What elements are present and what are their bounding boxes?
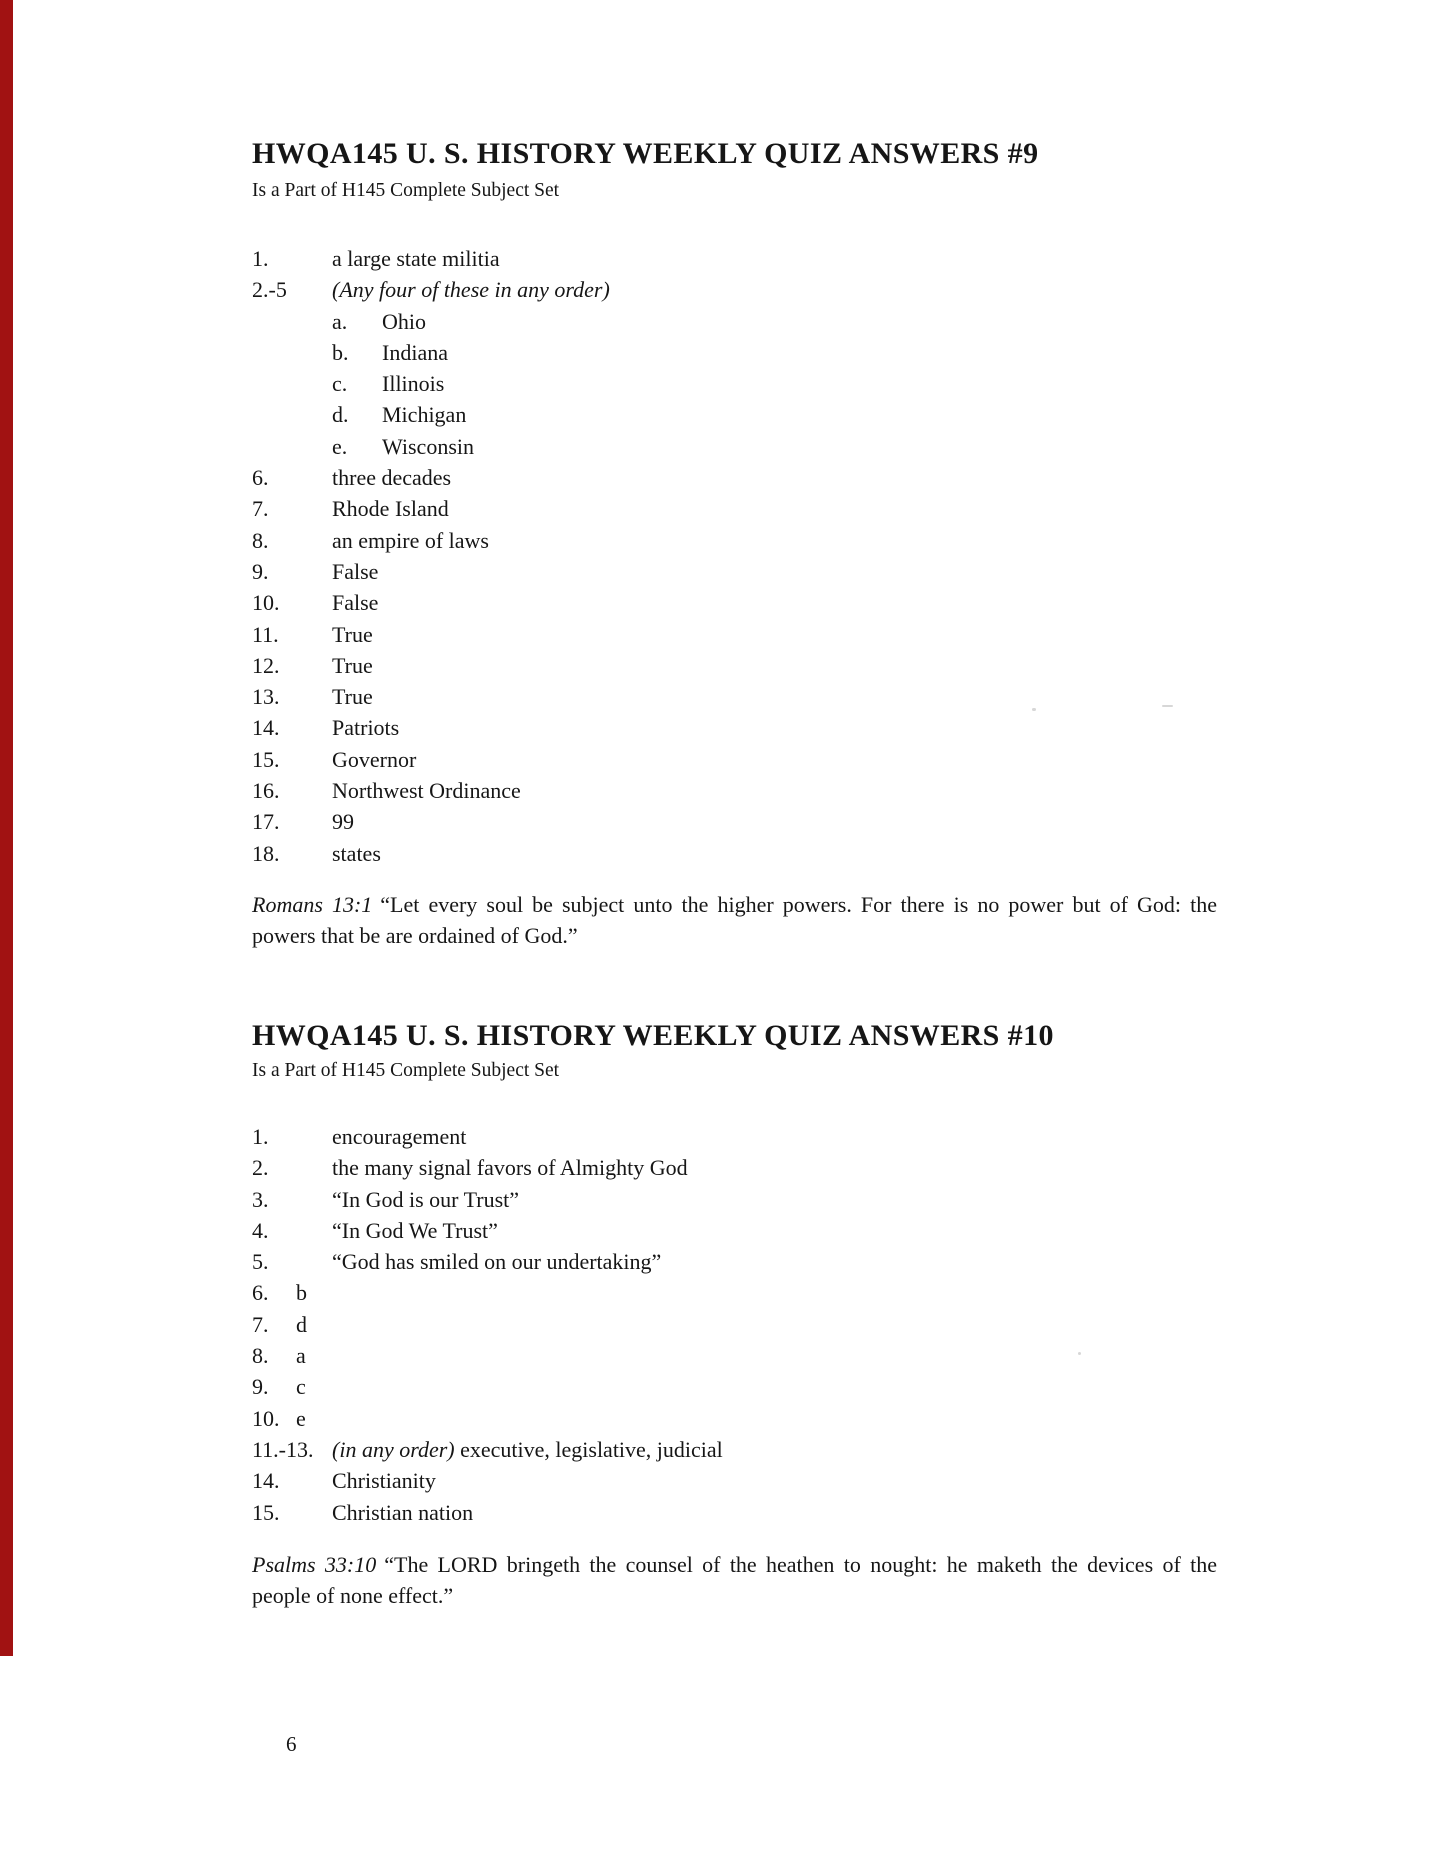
answer-text: Patriots — [332, 715, 400, 741]
answer-number: 5. — [252, 1249, 269, 1275]
answer-letter: c. — [332, 371, 348, 397]
answer-number: 1. — [252, 1124, 269, 1149]
answer-text: Governor — [332, 746, 417, 772]
answer-row — [252, 399, 1217, 430]
answer-text: three decades — [332, 465, 452, 491]
verse-quote: “Let every soul be subject unto the higher powers. For there is no power but of God: the powers that be are ordained of God.” — [252, 892, 1217, 948]
answer-number: 2. — [252, 1155, 269, 1181]
verse-quote: “The LORD bringeth the counsel of the heathen to nought: he maketh the devices of the people of none effect.” — [252, 1552, 1218, 1608]
answer-number: 15. — [252, 1499, 280, 1525]
answer-row — [252, 462, 1217, 493]
answer-number: 11. — [252, 621, 279, 647]
answer-text: True — [332, 684, 373, 710]
answer-number: 7. — [252, 1311, 269, 1337]
answer-number: 14. — [252, 1468, 280, 1494]
answer-letter: e — [296, 1405, 306, 1431]
quiz9-subtitle: Is a Part of H145 Complete Subject Set — [252, 180, 560, 201]
answer-row — [252, 1184, 1217, 1215]
quiz10-answer-list — [252, 1121, 1217, 1528]
quiz10-scripture-verse — [252, 1549, 1217, 1611]
answer-text-rest: executive, legislative, judicial — [460, 1436, 723, 1462]
answer-row — [252, 243, 1217, 274]
answer-row — [252, 1246, 1217, 1277]
answer-text: (Any four of these in any order) — [332, 277, 610, 303]
quiz10-subtitle: Is a Part of H145 Complete Subject Set — [252, 1060, 560, 1081]
answer-text: Michigan — [382, 402, 467, 428]
answer-row — [252, 1152, 1217, 1183]
answer-text: 99 — [332, 809, 354, 835]
answer-number: 6. — [252, 465, 269, 491]
quiz10-title: HWQA145 U. S. HISTORY WEEKLY QUIZ ANSWERS #10 — [252, 1019, 1054, 1052]
answer-letter: a. — [332, 308, 348, 334]
answer-text: an empire of laws — [332, 527, 489, 553]
answer-row — [252, 1340, 1217, 1371]
answer-row — [252, 1215, 1217, 1246]
answer-row — [252, 274, 1217, 305]
answer-number: 8. — [252, 527, 269, 553]
answer-letter: a — [296, 1343, 306, 1369]
scan-speck — [1032, 708, 1036, 711]
answer-number: 3. — [252, 1186, 269, 1212]
answer-text: False — [332, 558, 379, 584]
page-number: 6 — [286, 1732, 297, 1756]
answer-row — [252, 525, 1217, 556]
answer-row — [252, 619, 1217, 650]
answer-number: 9. — [252, 1374, 269, 1400]
answer-row — [252, 493, 1217, 524]
answer-text: a large state militia — [332, 246, 500, 271]
answer-number: 1. — [252, 246, 269, 271]
answer-text: True — [332, 652, 373, 678]
answer-row — [252, 431, 1217, 462]
answer-number: 4. — [252, 1217, 269, 1243]
answer-number: 18. — [252, 840, 280, 866]
answer-text: states — [332, 840, 381, 866]
answer-text: True — [332, 621, 373, 647]
answer-text: Wisconsin — [382, 433, 474, 459]
answer-number: 14. — [252, 715, 280, 741]
verse-reference: Romans 13:1 — [252, 892, 373, 917]
answer-row — [252, 1371, 1217, 1402]
answer-text: Christianity — [332, 1468, 436, 1494]
answer-text: False — [332, 590, 379, 616]
answer-row — [252, 1497, 1217, 1528]
answer-number: 2.-5 — [252, 277, 287, 303]
answer-text: “In God We Trust” — [332, 1217, 498, 1243]
answer-letter: b — [296, 1280, 307, 1306]
answer-row — [252, 368, 1217, 399]
answer-number: 9. — [252, 558, 269, 584]
answer-row — [252, 744, 1217, 775]
quiz9-title: HWQA145 U. S. HISTORY WEEKLY QUIZ ANSWERS #9 — [252, 137, 1039, 170]
answer-row — [252, 587, 1217, 618]
answer-row — [252, 712, 1217, 743]
answer-row — [252, 1121, 1217, 1152]
scan-speck — [1078, 1352, 1081, 1355]
answer-letter: c — [296, 1374, 306, 1400]
answer-row — [252, 838, 1217, 869]
quiz9-answer-list — [252, 243, 1217, 869]
answer-row — [252, 1465, 1217, 1496]
answer-note-italic: (in any order) — [332, 1436, 455, 1462]
answer-number: 11.-13. — [252, 1436, 314, 1462]
answer-number: 10. — [252, 1405, 280, 1431]
answer-row — [252, 1309, 1217, 1340]
answer-text: the many signal favors of Almighty God — [332, 1155, 688, 1181]
answer-letter: d — [296, 1311, 307, 1337]
answer-text — [332, 1434, 1217, 1465]
answer-row — [252, 681, 1217, 712]
answer-text: Illinois — [382, 371, 445, 397]
answer-number: 8. — [252, 1343, 269, 1369]
answer-number: 10. — [252, 590, 280, 616]
answer-text: Northwest Ordinance — [332, 778, 521, 804]
answer-row — [252, 337, 1217, 368]
answer-text: Christian nation — [332, 1499, 474, 1525]
answer-row — [252, 1403, 1217, 1434]
answer-letter: e. — [332, 433, 348, 459]
answer-row — [252, 650, 1217, 681]
answer-number: 17. — [252, 809, 280, 835]
answer-row — [252, 1434, 1217, 1465]
answer-text: “God has smiled on our undertaking” — [332, 1249, 662, 1275]
answer-letter: d. — [332, 402, 349, 428]
answer-number: 7. — [252, 496, 269, 522]
answer-row — [252, 806, 1217, 837]
answer-text: Indiana — [382, 339, 448, 365]
answer-number: 13. — [252, 684, 280, 710]
verse-reference: Psalms 33:10 — [252, 1552, 377, 1577]
answer-number: 6. — [252, 1280, 269, 1306]
answer-text: Rhode Island — [332, 496, 449, 522]
answer-text: “In God is our Trust” — [332, 1186, 520, 1212]
quiz9-scripture-verse — [252, 889, 1217, 951]
answer-number: 12. — [252, 652, 280, 678]
answer-letter: b. — [332, 339, 349, 365]
answer-text: encouragement — [332, 1124, 467, 1149]
answer-row — [252, 306, 1217, 337]
scan-speck — [1162, 705, 1173, 707]
answer-text: Ohio — [382, 308, 426, 334]
answer-row — [252, 1277, 1217, 1308]
answer-row — [252, 775, 1217, 806]
red-edge-bar — [0, 0, 13, 1656]
answer-row — [252, 556, 1217, 587]
answer-number: 16. — [252, 778, 280, 804]
answer-number: 15. — [252, 746, 280, 772]
